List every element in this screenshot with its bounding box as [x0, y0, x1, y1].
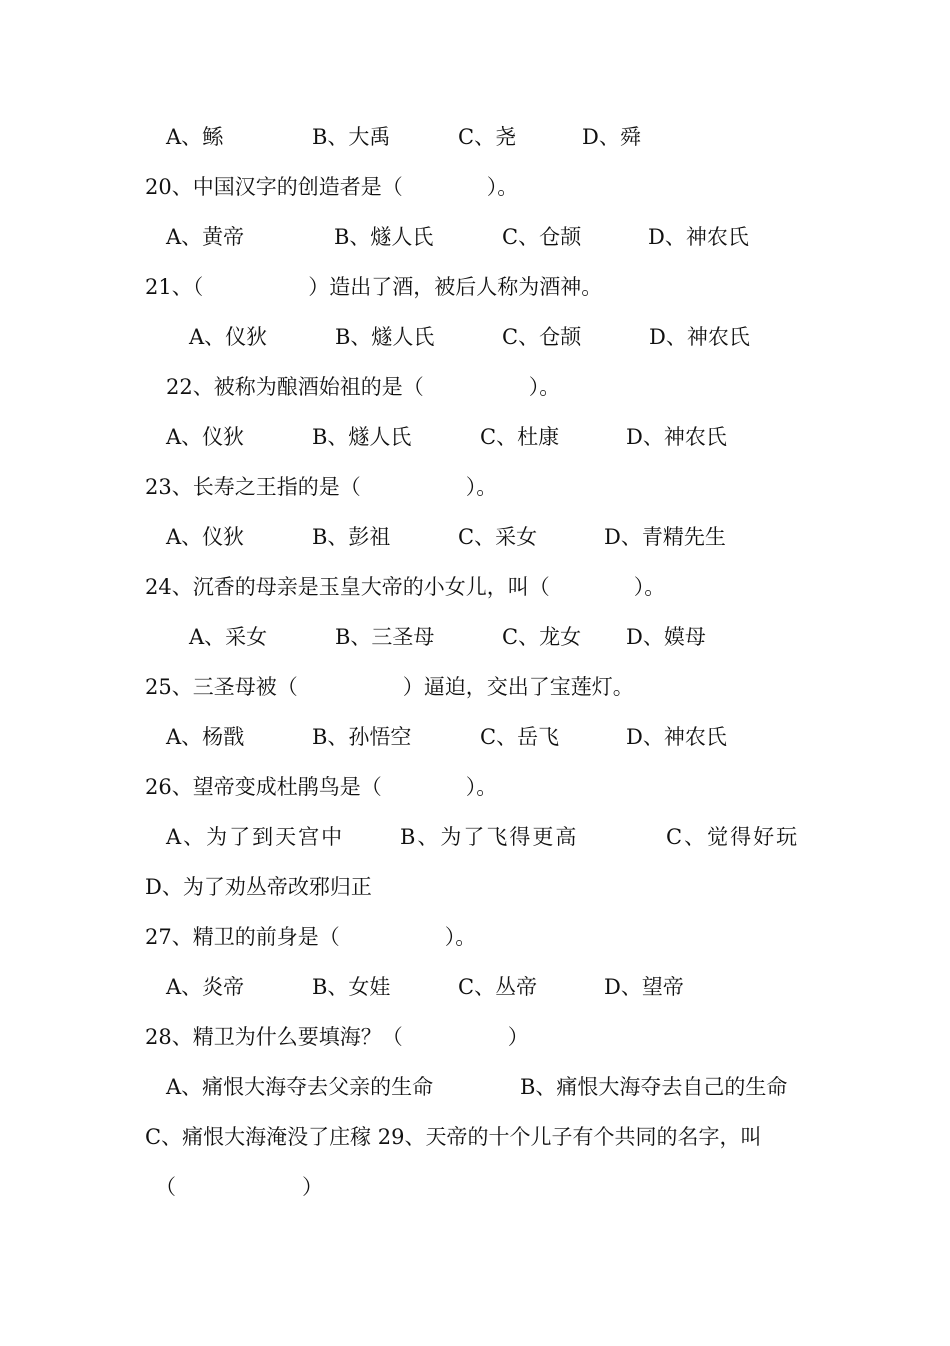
option-a: A、仪狄 — [166, 425, 245, 449]
option-c: C、觉得好玩 — [666, 825, 800, 849]
question-22: 22、被称为酿酒始祖的是（ ）。 — [166, 375, 561, 399]
option-d: D、神农氏 — [649, 325, 750, 349]
question-20: 20、中国汉字的创造者是（ ）。 — [145, 175, 519, 199]
option-d: D、神农氏 — [626, 425, 727, 449]
option-d: D、青精先生 — [604, 525, 726, 549]
option-a: A、为了到天宫中 — [166, 825, 345, 849]
question-25: 25、三圣母被（ ）逼迫，交出了宝莲灯。 — [145, 675, 634, 699]
option-d: D、神农氏 — [626, 725, 727, 749]
option-d: D、舜 — [582, 125, 641, 149]
option-b: B、为了飞得更高 — [400, 825, 579, 849]
question-26: 26、望帝变成杜鹃鸟是（ ）。 — [145, 775, 498, 799]
option-26-d: D、为了劝丛帝改邪归正 — [145, 875, 372, 899]
option-a: A、鲧 — [166, 125, 224, 149]
option-b: B、痛恨大海夺去自己的生命 — [520, 1075, 788, 1099]
question-27: 27、精卫的前身是（ ）。 — [145, 925, 477, 949]
question-23: 23、长寿之王指的是（ ）。 — [145, 475, 498, 499]
option-b: B、孙悟空 — [312, 725, 412, 749]
option-c: C、仓颉 — [502, 325, 582, 349]
option-c: C、丛帝 — [458, 975, 538, 999]
option-b: B、彭祖 — [312, 525, 391, 549]
option-b: B、燧人氏 — [335, 325, 435, 349]
option-b: B、燧人氏 — [334, 225, 434, 249]
question-28: 28、精卫为什么要填海？（ ） — [145, 1025, 529, 1049]
option-c: C、采女 — [458, 525, 538, 549]
option-a: A、黄帝 — [166, 225, 245, 249]
option-b: B、大禹 — [312, 125, 391, 149]
option-a: A、痛恨大海夺去父亲的生命 — [166, 1075, 434, 1099]
option-c: C、仓颉 — [502, 225, 582, 249]
option-b: B、三圣母 — [335, 625, 435, 649]
option-a: A、仪狄 — [166, 525, 245, 549]
option-d: D、嫫母 — [626, 625, 706, 649]
option-a: A、采女 — [189, 625, 268, 649]
option-c: C、杜康 — [480, 425, 560, 449]
question-29-blank: （ ） — [155, 1175, 323, 1199]
option-28-c-and-question-29: C、痛恨大海淹没了庄稼 29、天帝的十个儿子有个共同的名字，叫 — [145, 1125, 762, 1149]
option-a: A、杨戬 — [166, 725, 245, 749]
option-b: B、燧人氏 — [312, 425, 412, 449]
option-b: B、女娃 — [312, 975, 391, 999]
option-c: C、龙女 — [502, 625, 582, 649]
option-a: A、仪狄 — [189, 325, 268, 349]
option-a: A、炎帝 — [166, 975, 245, 999]
question-24: 24、沉香的母亲是玉皇大帝的小女儿，叫（ ）。 — [145, 575, 666, 599]
option-d: D、神农氏 — [648, 225, 749, 249]
option-c: C、岳飞 — [480, 725, 560, 749]
option-c: C、尧 — [458, 125, 517, 149]
option-d: D、望帝 — [604, 975, 684, 999]
question-21: 21、（ ）造出了酒，被后人称为酒神。 — [145, 275, 603, 299]
